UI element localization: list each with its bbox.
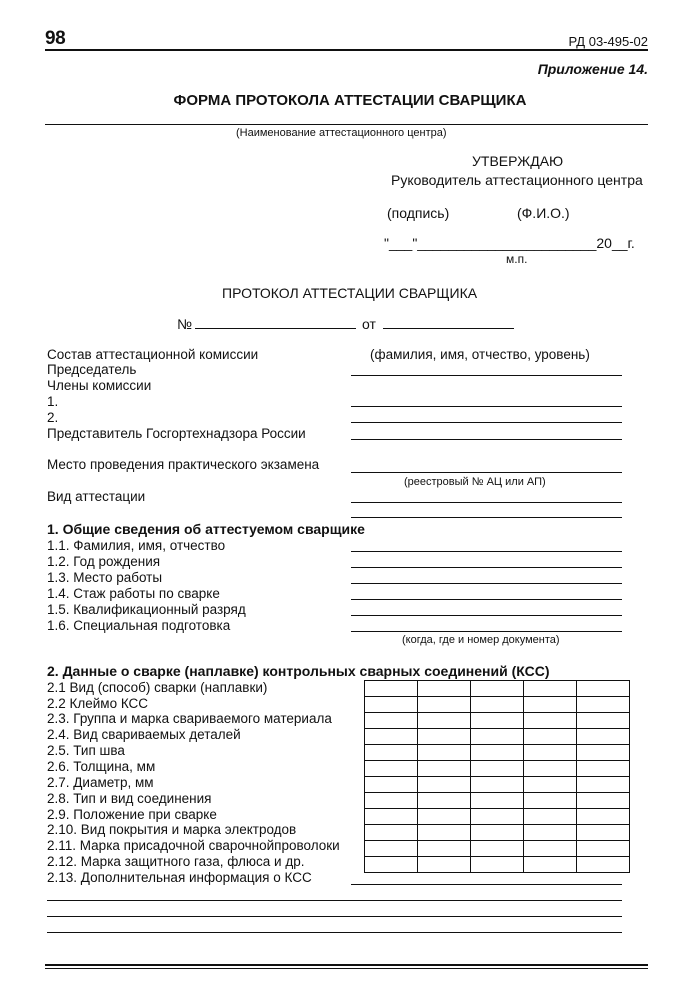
section-1-field[interactable] xyxy=(351,615,622,616)
section-2-item: 2.11. Марка присадочной сварочнойпроволоки xyxy=(47,838,340,853)
protocol-from-label: от xyxy=(362,316,376,332)
table-cell[interactable] xyxy=(524,729,577,745)
member-1-label: 1. xyxy=(47,394,59,409)
table-cell[interactable] xyxy=(365,745,418,761)
section-2-item: 2.7. Диаметр, мм xyxy=(47,775,154,790)
table-cell[interactable] xyxy=(471,729,524,745)
table-cell[interactable] xyxy=(524,745,577,761)
stamp-label: м.п. xyxy=(506,252,528,266)
table-cell[interactable] xyxy=(365,841,418,857)
kss-data-table xyxy=(364,680,630,873)
section-1-field[interactable] xyxy=(351,567,622,568)
protocol-number-field[interactable] xyxy=(195,328,356,329)
section-2-item: 2.5. Тип шва xyxy=(47,743,125,758)
footer-rule xyxy=(45,968,648,969)
section-1-note: (когда, где и номер документа) xyxy=(402,634,560,646)
table-cell[interactable] xyxy=(418,681,471,697)
approval-date-line[interactable]: "___"_______________________20__г. xyxy=(384,235,635,251)
table-cell[interactable] xyxy=(365,713,418,729)
table-row xyxy=(365,729,630,745)
table-cell[interactable] xyxy=(471,697,524,713)
table-cell[interactable] xyxy=(418,809,471,825)
exam-place-label: Место проведения практического экзамена xyxy=(47,457,320,472)
representative-field[interactable] xyxy=(351,439,622,440)
member-2-field[interactable] xyxy=(351,422,622,423)
table-cell[interactable] xyxy=(524,857,577,873)
table-cell[interactable] xyxy=(365,681,418,697)
chairman-field[interactable] xyxy=(351,375,622,376)
section-2-item: 2.8. Тип и вид соединения xyxy=(47,791,212,806)
additional-info-line[interactable] xyxy=(47,900,622,901)
table-cell[interactable] xyxy=(418,841,471,857)
section-2-item: 2.12. Марка защитного газа, флюса и др. xyxy=(47,854,305,869)
header-rule xyxy=(45,49,648,51)
table-cell[interactable] xyxy=(365,697,418,713)
table-cell[interactable] xyxy=(418,745,471,761)
approve-head: Руководитель аттестационного центра xyxy=(391,172,643,188)
table-cell[interactable] xyxy=(471,713,524,729)
section-2-item: 2.10. Вид покрытия и марка электродов xyxy=(47,822,297,837)
table-cell[interactable] xyxy=(418,713,471,729)
protocol-number-label: № xyxy=(177,316,193,332)
section-1-field[interactable] xyxy=(351,599,622,600)
table-cell[interactable] xyxy=(471,745,524,761)
table-cell[interactable] xyxy=(418,729,471,745)
section-2-item: 2.4. Вид свариваемых деталей xyxy=(47,727,241,742)
table-cell[interactable] xyxy=(577,857,630,873)
table-cell[interactable] xyxy=(471,825,524,841)
table-cell[interactable] xyxy=(471,809,524,825)
table-row xyxy=(365,809,630,825)
page-number: 98 xyxy=(45,28,66,49)
section-2-item: 2.3. Группа и марка свариваемого материала xyxy=(47,711,332,726)
section-1-item: 1.3. Место работы xyxy=(47,570,163,585)
table-cell[interactable] xyxy=(577,681,630,697)
section-1-item: 1.6. Специальная подготовка xyxy=(47,618,231,633)
section-1-field[interactable] xyxy=(351,551,622,552)
exam-place-field[interactable] xyxy=(351,472,622,473)
appendix-label: Приложение 14. xyxy=(537,61,648,77)
additional-info-line[interactable] xyxy=(47,916,622,917)
table-cell[interactable] xyxy=(471,857,524,873)
section-2-item: 2.1 Вид (способ) сварки (наплавки) xyxy=(47,680,268,695)
protocol-date-field[interactable] xyxy=(383,328,514,329)
signature-label: (подпись) xyxy=(387,205,450,221)
table-cell[interactable] xyxy=(418,793,471,809)
section-1-item: 1.5. Квалификационный разряд xyxy=(47,602,246,617)
table-cell[interactable] xyxy=(524,713,577,729)
section-1-item: 1.4. Стаж работы по сварке xyxy=(47,586,220,601)
table-cell[interactable] xyxy=(577,841,630,857)
center-name-caption: (Наименование аттестационного центра) xyxy=(236,127,447,139)
section-1-title: 1. Общие сведения об аттестуемом сварщике xyxy=(47,521,365,537)
section-1-item: 1.1. Фамилия, имя, отчество xyxy=(47,538,226,553)
section-2-item: 2.9. Положение при сварке xyxy=(47,807,217,822)
table-cell[interactable] xyxy=(524,777,577,793)
table-cell[interactable] xyxy=(524,761,577,777)
protocol-title: ПРОТОКОЛ АТТЕСТАЦИИ СВАРЩИКА xyxy=(222,285,478,301)
table-cell[interactable] xyxy=(418,777,471,793)
table-cell[interactable] xyxy=(577,809,630,825)
approve-label: УТВЕРЖДАЮ xyxy=(472,153,564,169)
section-1-field[interactable] xyxy=(351,631,622,632)
table-cell[interactable] xyxy=(524,841,577,857)
commission-title: Состав аттестационной комиссии xyxy=(47,347,259,362)
table-cell[interactable] xyxy=(577,793,630,809)
table-cell[interactable] xyxy=(418,857,471,873)
table-cell[interactable] xyxy=(471,777,524,793)
form-title: ФОРМА ПРОТОКОЛА АТТЕСТАЦИИ СВАРЩИКА xyxy=(173,92,527,109)
table-cell[interactable] xyxy=(418,697,471,713)
table-cell[interactable] xyxy=(524,697,577,713)
table-cell[interactable] xyxy=(471,793,524,809)
footer-rule xyxy=(45,964,648,966)
member-2-label: 2. xyxy=(47,410,59,425)
table-row xyxy=(365,841,630,857)
table-cell[interactable] xyxy=(577,713,630,729)
table-cell[interactable] xyxy=(365,857,418,873)
attestation-type-field-2[interactable] xyxy=(351,517,622,518)
table-cell[interactable] xyxy=(577,825,630,841)
attestation-type-label: Вид аттестации xyxy=(47,489,146,504)
table-cell[interactable] xyxy=(524,809,577,825)
additional-info-field[interactable] xyxy=(351,884,622,885)
table-cell[interactable] xyxy=(365,825,418,841)
document-code: РД 03-495-02 xyxy=(568,34,648,49)
table-row xyxy=(365,857,630,873)
table-cell[interactable] xyxy=(471,841,524,857)
table-cell[interactable] xyxy=(577,729,630,745)
table-cell[interactable] xyxy=(365,729,418,745)
table-row xyxy=(365,793,630,809)
section-2-title: 2. Данные о сварке (наплавке) контрольных сварных соединений (КСС) xyxy=(47,663,550,679)
table-cell[interactable] xyxy=(577,761,630,777)
table-cell[interactable] xyxy=(418,825,471,841)
representative-label: Представитель Госгортехнадзора России xyxy=(47,426,306,441)
attestation-type-field[interactable] xyxy=(351,502,622,503)
table-cell[interactable] xyxy=(418,761,471,777)
table-cell[interactable] xyxy=(365,793,418,809)
registry-note: (реестровый № АЦ или АП) xyxy=(404,476,546,488)
table-row xyxy=(365,681,630,697)
table-cell[interactable] xyxy=(365,809,418,825)
table-row xyxy=(365,777,630,793)
table-cell[interactable] xyxy=(577,697,630,713)
additional-info-line[interactable] xyxy=(47,932,622,933)
table-cell[interactable] xyxy=(471,761,524,777)
table-cell[interactable] xyxy=(524,793,577,809)
table-row xyxy=(365,713,630,729)
center-name-line[interactable] xyxy=(45,124,648,125)
members-label: Члены комиссии xyxy=(47,378,152,393)
fio-label: (Ф.И.О.) xyxy=(517,205,570,221)
section-1-field[interactable] xyxy=(351,583,622,584)
table-cell[interactable] xyxy=(577,777,630,793)
table-row xyxy=(365,697,630,713)
table-cell[interactable] xyxy=(524,825,577,841)
commission-note: (фамилия, имя, отчество, уровень) xyxy=(370,347,590,362)
table-cell[interactable] xyxy=(524,681,577,697)
table-cell[interactable] xyxy=(471,681,524,697)
section-1-item: 1.2. Год рождения xyxy=(47,554,161,569)
table-row xyxy=(365,745,630,761)
section-2-item: 2.6. Толщина, мм xyxy=(47,759,156,774)
member-1-field[interactable] xyxy=(351,406,622,407)
chairman-label: Председатель xyxy=(47,362,137,377)
table-cell[interactable] xyxy=(365,777,418,793)
section-2-item: 2.13. Дополнительная информация о КСС xyxy=(47,870,312,885)
section-2-item: 2.2 Клеймо КСС xyxy=(47,696,149,711)
table-cell[interactable] xyxy=(365,761,418,777)
table-cell[interactable] xyxy=(577,745,630,761)
table-row xyxy=(365,825,630,841)
table-row xyxy=(365,761,630,777)
